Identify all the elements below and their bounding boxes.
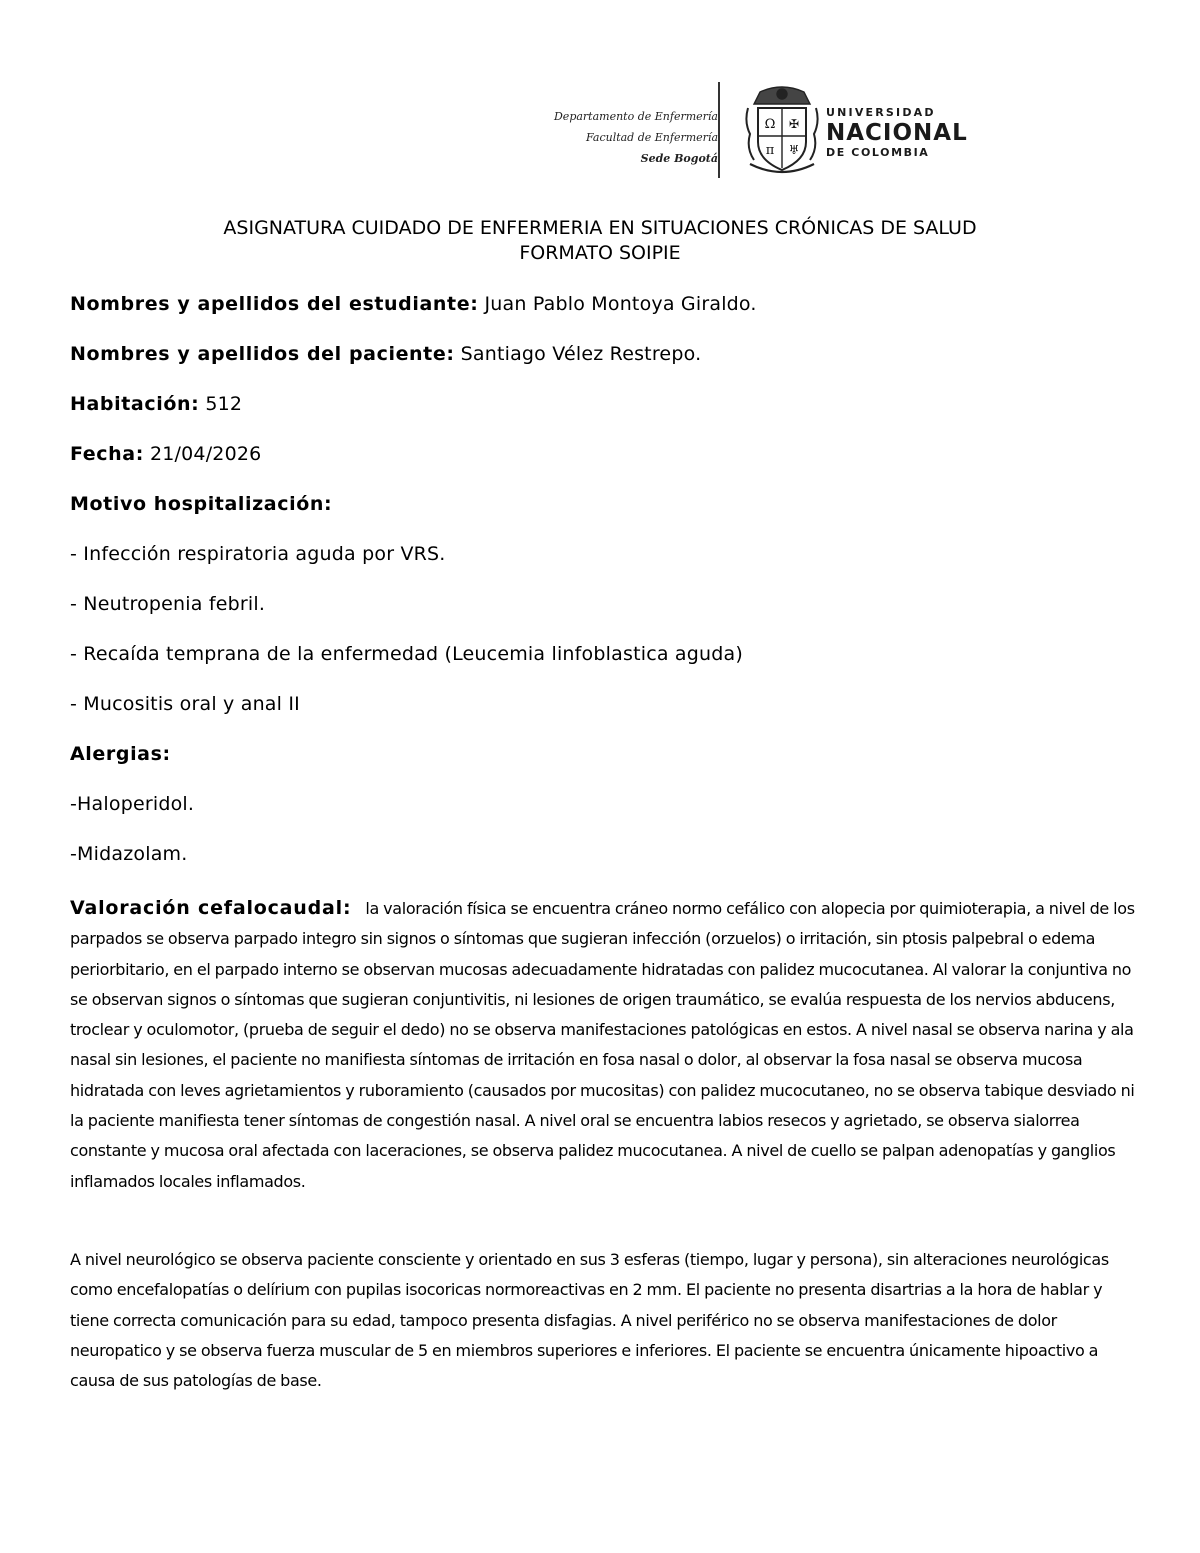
document-header xyxy=(520,80,980,180)
valoracion-label: Valoración cefalocaudal: xyxy=(70,897,352,919)
header-divider xyxy=(718,82,720,178)
date-value: 21/04/2026 xyxy=(149,443,262,465)
motivo-item: - Recaída temprana de la enfermedad (Leucemia linfoblastica aguda) xyxy=(70,643,743,665)
room-field xyxy=(70,391,1150,417)
date-field xyxy=(70,441,1150,467)
student-field xyxy=(70,291,1150,317)
patient-label: Nombres y apellidos del paciente: xyxy=(70,343,455,365)
alergia-item: -Midazolam. xyxy=(70,843,188,865)
motivo-item: - Infección respiratoria aguda por VRS. xyxy=(70,543,446,565)
patient-field xyxy=(70,341,1150,367)
room-value: 512 xyxy=(205,393,243,415)
motivo-label: Motivo hospitalización: xyxy=(70,493,333,515)
alergias-label: Alergias: xyxy=(70,743,171,765)
campus-name: Sede Bogotá xyxy=(640,152,718,165)
title-line-2: FORMATO SOIPIE xyxy=(519,242,681,264)
university-crest-logo xyxy=(740,82,824,178)
svg-text:Ω: Ω xyxy=(764,117,776,132)
alergias-heading xyxy=(70,741,1150,767)
university-line-2: NACIONAL xyxy=(826,120,968,146)
alergia-item: -Haloperidol. xyxy=(70,793,195,815)
svg-text:♅: ♅ xyxy=(788,143,800,157)
university-name xyxy=(826,106,968,160)
university-line-3: DE COLOMBIA xyxy=(826,146,930,159)
university-line-1: UNIVERSIDAD xyxy=(826,106,936,119)
motivo-item: - Mucositis oral y anal II xyxy=(70,693,300,715)
student-value: Juan Pablo Montoya Giraldo. xyxy=(484,293,757,315)
department-block xyxy=(528,106,718,169)
faculty-name: Facultad de Enfermería xyxy=(586,131,718,144)
valoracion-paragraph xyxy=(70,893,1138,1197)
svg-text:π: π xyxy=(765,143,775,158)
document-title xyxy=(60,216,1140,266)
svg-text:✠: ✠ xyxy=(788,117,800,131)
patient-value: Santiago Vélez Restrepo. xyxy=(460,343,702,365)
department-name: Departamento de Enfermería xyxy=(553,110,718,123)
neurologic-paragraph: A nivel neurológico se observa paciente consciente y orientado en sus 3 esferas (tiempo, lugar y persona), sin alteraciones neurológicas como encefalopatías o delírium con pupilas isocoricas normoreactivas en 2 mm. El paciente no presenta disartrias a la hora de hablar y tiene correcta comunicación para su edad, tampoco presenta disfagias. A nivel periférico no se observa manifestaciones de dolor neuropatico y se observa fuerza muscular de 5 en miembros superiores e inferiores. El paciente se encuentra únicamente hipoactivo a causa de sus patologías de base. xyxy=(70,1250,1109,1391)
student-label: Nombres y apellidos del estudiante: xyxy=(70,293,479,315)
room-label: Habitación: xyxy=(70,393,200,415)
motivo-heading xyxy=(70,491,1150,517)
motivo-item: - Neutropenia febril. xyxy=(70,593,266,615)
title-line-1: ASIGNATURA CUIDADO DE ENFERMERIA EN SITUACIONES CRÓNICAS DE SALUD xyxy=(223,217,977,239)
date-label: Fecha: xyxy=(70,443,144,465)
valoracion-text: la valoración física se encuentra cráneo normo cefálico con alopecia por quimioterapia, a nivel de los parpados se observa parpado integro sin signos o síntomas que sugieran infección (orzuelos) o irritación, sin ptosis palpebral o edema periorbitario, en el parpado interno se observan mucosas adecuadamente hidratadas con palidez mucocutanea. Al valorar la conjuntiva no se observan signos o síntomas que sugieran conjuntivitis, ni lesiones de origen traumático, se evalúa respuesta de los nervios abducens, troclear y oculomotor, (prueba de seguir el dedo) no se observa manifestaciones patológicas en estos. A nivel nasal se observa narina y ala nasal sin lesiones, el paciente no manifiesta síntomas de irritación en fosa nasal o dolor, al observar la fosa nasal se observa mucosa hidratada con leves agrietamientos y ruboramiento (causados por mucositas) con palidez mucocutaneo, no se observa tabique desviado ni la paciente manifiesta tener síntomas de congestión nasal. A nivel oral se encuentra labios resecos y agrietado, se observa sialorrea constante y mucosa oral afectada con laceraciones, se observa palidez mucocutanea. A nivel de cuello se palpan adenopatías y ganglios inflamados locales inflamados. xyxy=(70,899,1135,1191)
document-fields xyxy=(70,291,1150,891)
